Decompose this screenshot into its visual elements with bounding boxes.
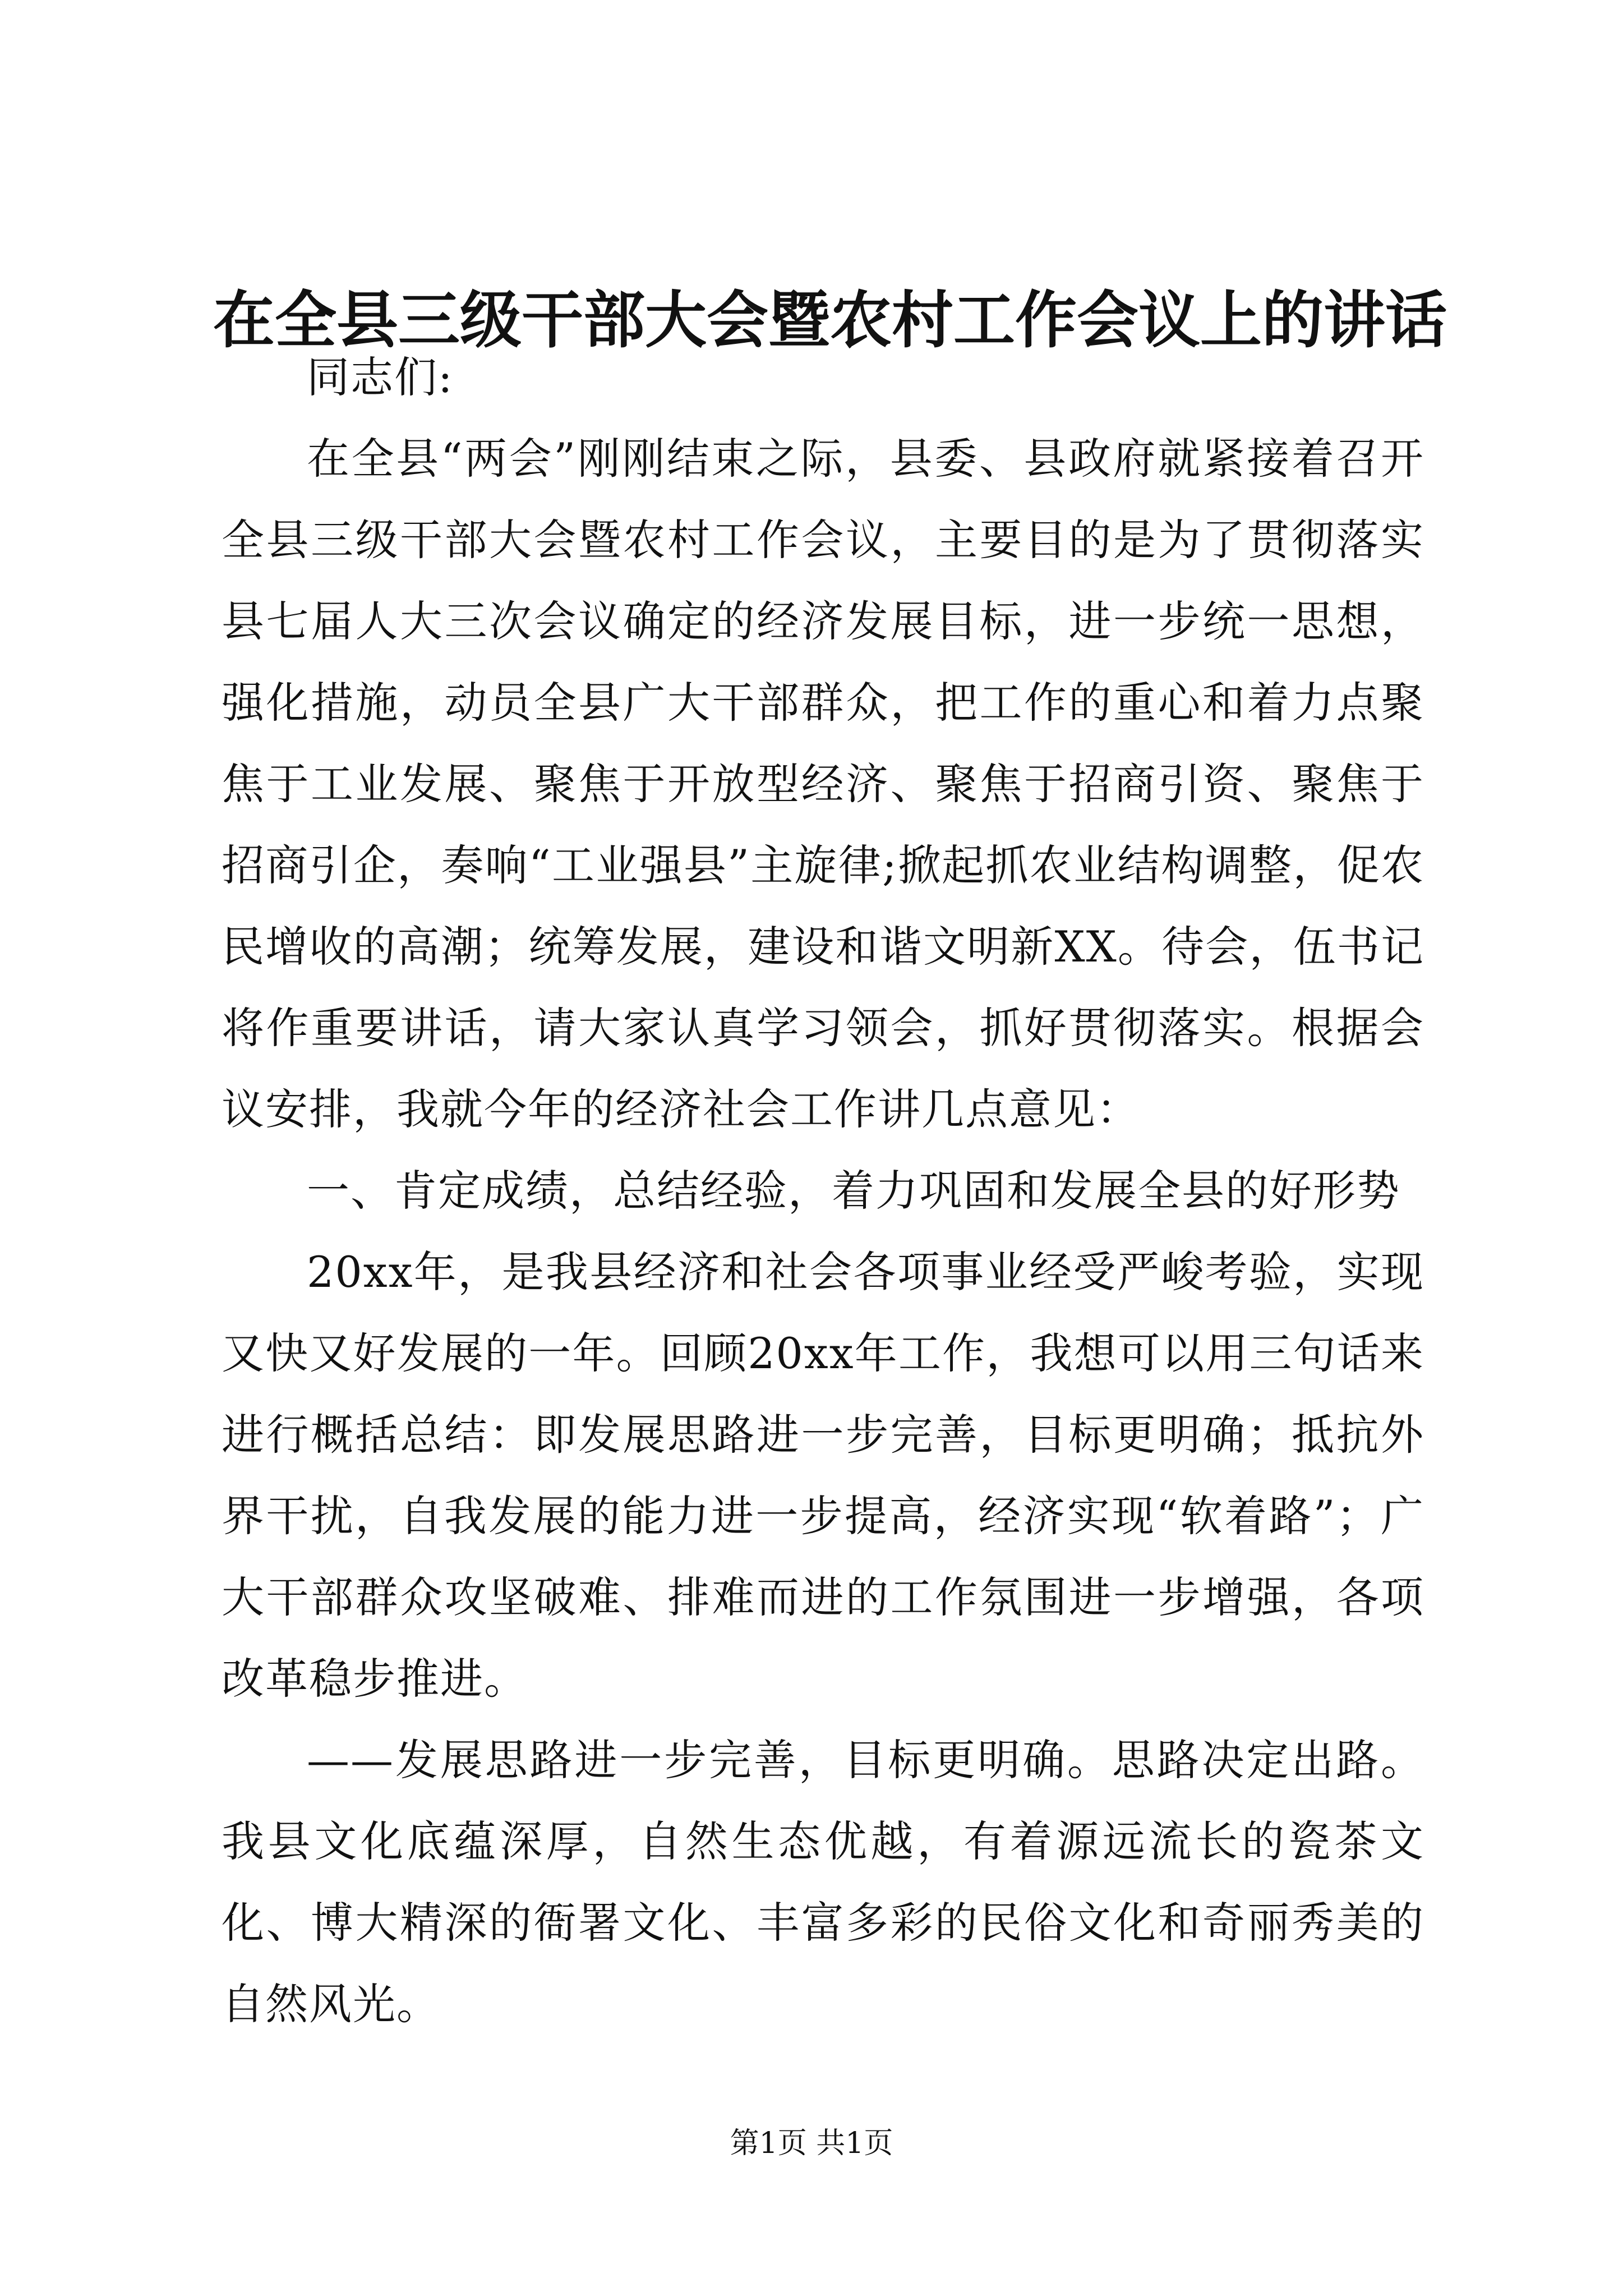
section-heading-1: 一、肯定成绩，总结经验，着力巩固和发展全县的好形势 [307, 1166, 1400, 1216]
document-title: 在全县三级干部大会暨农村工作会议上的讲话 [213, 284, 1447, 356]
page-number-footer: 第1页 共1页 [730, 2127, 893, 2160]
paragraph-salutation: 同志们: [307, 352, 454, 402]
paragraph-review: 20xx年，是我县经济和社会各项事业经受严峻考验，实现又快又好发展的一年。回顾20xx年工作，我想可以用三句话来进行概括总结：即发展思路进一步完善，目标更明确；抵抗外界干扰，自我发展的能力进一步提高，经济实现“软着路”；广大干部群众攻坚破难、排难而进的工作氛围进一步增强，各项改革稳步推进。 [222, 1247, 1424, 1704]
paragraph-development-ideas: ——发展思路进一步完善，目标更明确。思路决定出路。我县文化底蕴深厚，自然生态优越，有着源远流长的瓷茶文化、博大精深的衙署文化、丰富多彩的民俗文化和奇丽秀美的自然风光。 [222, 1735, 1424, 2029]
document-body [222, 337, 1424, 2045]
paragraph-intro: 在全县“两会”刚刚结束之际，县委、县政府就紧接着召开全县三级干部大会暨农村工作会议，主要目的是为了贯彻落实县七届人大三次会议确定的经济发展目标，进一步统一思想，强化措施，动员全县广大干部群众，把工作的重心和着力点聚焦于工业发展、聚焦于开放型经济、聚焦于招商引资、聚焦于招商引企，奏响“工业强县”主旋律;掀起抓农业结构调整，促农民增收的高潮；统筹发展，建设和谐文明新XX。待会，伍书记将作重要讲话，请大家认真学习领会，抓好贯彻落实。根据会议安排，我就今年的经济社会工作讲几点意见： [222, 434, 1424, 1134]
